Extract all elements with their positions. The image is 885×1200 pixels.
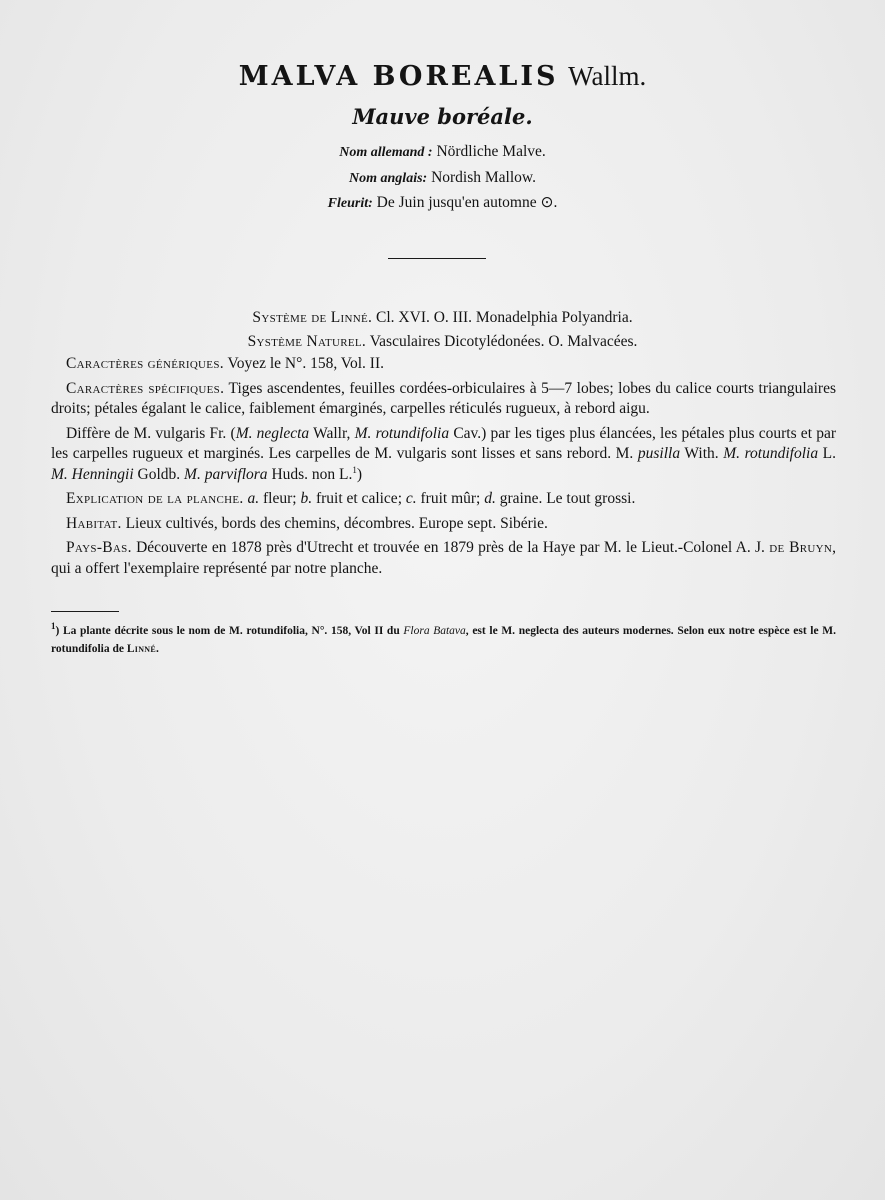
differs-italic-1: M. neglecta (235, 424, 310, 442)
habitat-label: Habitat. (66, 514, 122, 532)
differs-italic-5: M. Henningii (51, 465, 134, 483)
plate-text-c: fruit mûr; (416, 490, 485, 507)
linne-system-value: Cl. XVI. O. III. Monadelphia Polyandria. (376, 309, 633, 326)
footnote-italic-title: Flora Batava (403, 625, 466, 637)
english-name-label: Nom anglais: (349, 170, 428, 186)
generic-characters-label: Caractères génériques. (66, 355, 224, 372)
german-name-label: Nom allemand : (339, 145, 433, 160)
linne-system-label: Système de Linné. (252, 309, 373, 326)
generic-characters (51, 354, 836, 375)
linne-system-line (0, 306, 885, 330)
differs-text-2: Wallr, (309, 424, 355, 442)
footnote-text-3: . (156, 643, 159, 655)
differs-text-7: Huds. non L. (267, 465, 353, 483)
center-divider (388, 258, 486, 259)
differs-text-5: L. (818, 445, 836, 462)
page-subtitle: Mauve boréale. (352, 104, 533, 129)
footnote-text-2: , est le M. neglecta des auteurs modernes. Selon eux notre espèce est le M. rotundifolia de (51, 625, 836, 655)
plate-text-d: graine. Le tout grossi. (495, 490, 636, 507)
description-body (51, 354, 836, 583)
differs-italic-6: M. parviflora (184, 465, 268, 483)
footnote-text-1: ) La plante décrite sous le nom de M. rotundifolia, N°. 158, Vol II du (55, 625, 404, 637)
plate-text-b: fruit et calice; (312, 490, 406, 507)
footnote-divider (51, 611, 119, 612)
classification-systems (0, 306, 885, 354)
netherlands-text-2: , qui a offert l'exemplaire représenté par notre planche. (51, 539, 837, 577)
plate-letter-c: c. (405, 490, 417, 507)
flowering-line (0, 191, 885, 217)
footnote (51, 622, 836, 658)
english-name-line (0, 166, 885, 192)
plate-letter-d: d. (484, 490, 496, 507)
differs-italic-3: pusilla (637, 445, 681, 462)
natural-system-label: Système Naturel. (247, 333, 367, 350)
differs-text-8: ) (356, 465, 363, 483)
title-genus: MALVA BOREALIS (238, 61, 559, 92)
differs-text-3: Cav.) par les tiges plus élancées, les pétales plus courts et par les carpelles rugueux et marginés. Les carpelles de M. vulgaris sont lisses et sans rebord. M. (51, 424, 836, 462)
specific-characters-value: Tiges ascendentes, feuilles cordées-orbiculaires à 5—7 lobes; lobes du calice courts triangulaires droits; pétales égalant le calice, faiblement émarginés, carpelles réticulés rugueux, à rebord aigu. (51, 379, 836, 417)
differs-paragraph (51, 424, 836, 486)
plate-letter-b: b. (300, 490, 313, 507)
title-author: Wallm. (568, 61, 647, 91)
common-names (0, 140, 885, 217)
differs-text-4: With. (680, 445, 724, 462)
plate-letter-a: a. (247, 490, 260, 507)
flowering-label: Fleurit: (327, 196, 373, 211)
netherlands-label: Pays-Bas. (66, 539, 132, 556)
natural-system-value: Vasculaires Dicotylédonées. O. Malvacées. (369, 333, 638, 350)
plate-explanation (51, 489, 836, 510)
german-name-value: Nördliche Malve. (436, 143, 546, 160)
english-name-value: Nordish Mallow. (431, 168, 536, 186)
netherlands-text-1: Découverte en 1878 près d'Utrecht et trouvée en 1879 près de la Haye par M. le Lieut.-Colonel A. J. (136, 539, 770, 556)
footnote-linne: Linné (126, 643, 157, 655)
flowering-value: De Juin jusqu'en automne ⊙. (376, 194, 558, 211)
generic-characters-value: Voyez le N°. 158, Vol. II. (227, 355, 384, 372)
differs-text-6: Goldb. (133, 465, 185, 483)
natural-system-line (0, 330, 885, 354)
footnote-ref: 1 (352, 464, 357, 475)
page-title (0, 60, 885, 93)
plate-explanation-label: Explication de la planche. (66, 490, 244, 507)
specific-characters (51, 379, 836, 420)
collector-name: de Bruyn (769, 539, 833, 556)
habitat-value: Lieux cultivés, bords des chemins, décombres. Europe sept. Sibérie. (125, 514, 548, 532)
differs-italic-2: M. rotundifolia (354, 424, 450, 442)
german-name-line (0, 140, 885, 166)
habitat-paragraph (51, 514, 836, 535)
differs-text-1: Diffère de M. vulgaris Fr. ( (66, 424, 236, 442)
footnote-number: 1 (51, 621, 56, 632)
plate-text-a: fleur; (259, 490, 301, 507)
differs-italic-4: M. rotundifolia (723, 445, 819, 462)
specific-characters-label: Caractères spécifiques. (66, 379, 225, 397)
netherlands-paragraph (51, 538, 836, 579)
